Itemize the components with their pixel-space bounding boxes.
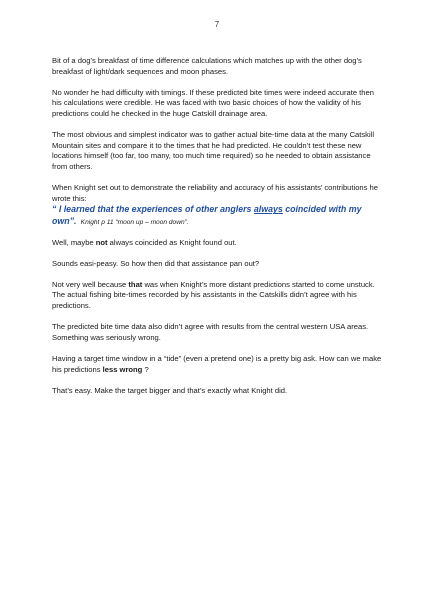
p7-after: was when Knight’s more distant predictions started to come unstuck. The actual fishing bite-times recorded by his assistants in the Catskills didn’t agree with his predictions. xyxy=(52,279,375,311)
knight-quote xyxy=(52,204,382,228)
quote-citation: Knight p 11 “moon up – moon down”. xyxy=(80,218,189,226)
page-number: 7 xyxy=(214,20,220,29)
p7-before: Not very well because xyxy=(52,279,129,289)
page-body xyxy=(52,56,382,407)
paragraph-3: The most obvious and simplest indicator was to gather actual bite-time data at the many Catskill Mountain sites and compare it to the times that he had predicted. He couldn’t test these new locations himself (too far, too many, too much time required) so he needed to obtain assistance from others. xyxy=(52,130,375,171)
p5-bold: not xyxy=(95,237,108,247)
p5-before: Well, maybe xyxy=(52,237,96,247)
paragraph-10: That’s easy. Make the target bigger and that’s exactly what Knight did. xyxy=(52,385,288,395)
paragraph-7 xyxy=(52,280,382,312)
paragraph-8: The predicted bite time data also didn’t agree with results from the central western USA areas. Something was seriously wrong. xyxy=(52,322,369,342)
p5-after: always coincided as Knight found out. xyxy=(107,237,237,247)
quote-emphasis: always xyxy=(253,204,283,215)
paragraph-1: Bit of a dog’s breakfast of time difference calculations which matches up with the other dog’s breakfast of light/dark sequences and moon phases. xyxy=(52,56,362,76)
p9-bold: less wrong xyxy=(102,364,143,374)
paragraph-6: Sounds easi-peasy. So how then did that assistance pan out? xyxy=(52,258,260,268)
p9-after: ? xyxy=(142,364,149,374)
paragraph-4: When Knight set out to demonstrate the reliability and accuracy of his assistants’ contributions he wrote this: xyxy=(52,183,379,203)
p7-bold: that xyxy=(128,279,143,289)
p9-before: Having a target time window in a “tide” (even a pretend one) is a pretty big ask. How can we make his predictions xyxy=(52,354,382,374)
quote-text-start: “ I learned that the experiences of other anglers xyxy=(52,204,254,215)
quote-text-end: coincided with my own”. xyxy=(52,204,362,226)
paragraph-9 xyxy=(52,354,382,375)
paragraph-5 xyxy=(52,238,382,249)
paragraph-2: No wonder he had difficulty with timings. If these predicted bite times were indeed accurate then his calculations were credible. He was faced with two basic choices of how the validity of his predictions could he checked in the huge Catskill drainage area. xyxy=(52,87,374,118)
